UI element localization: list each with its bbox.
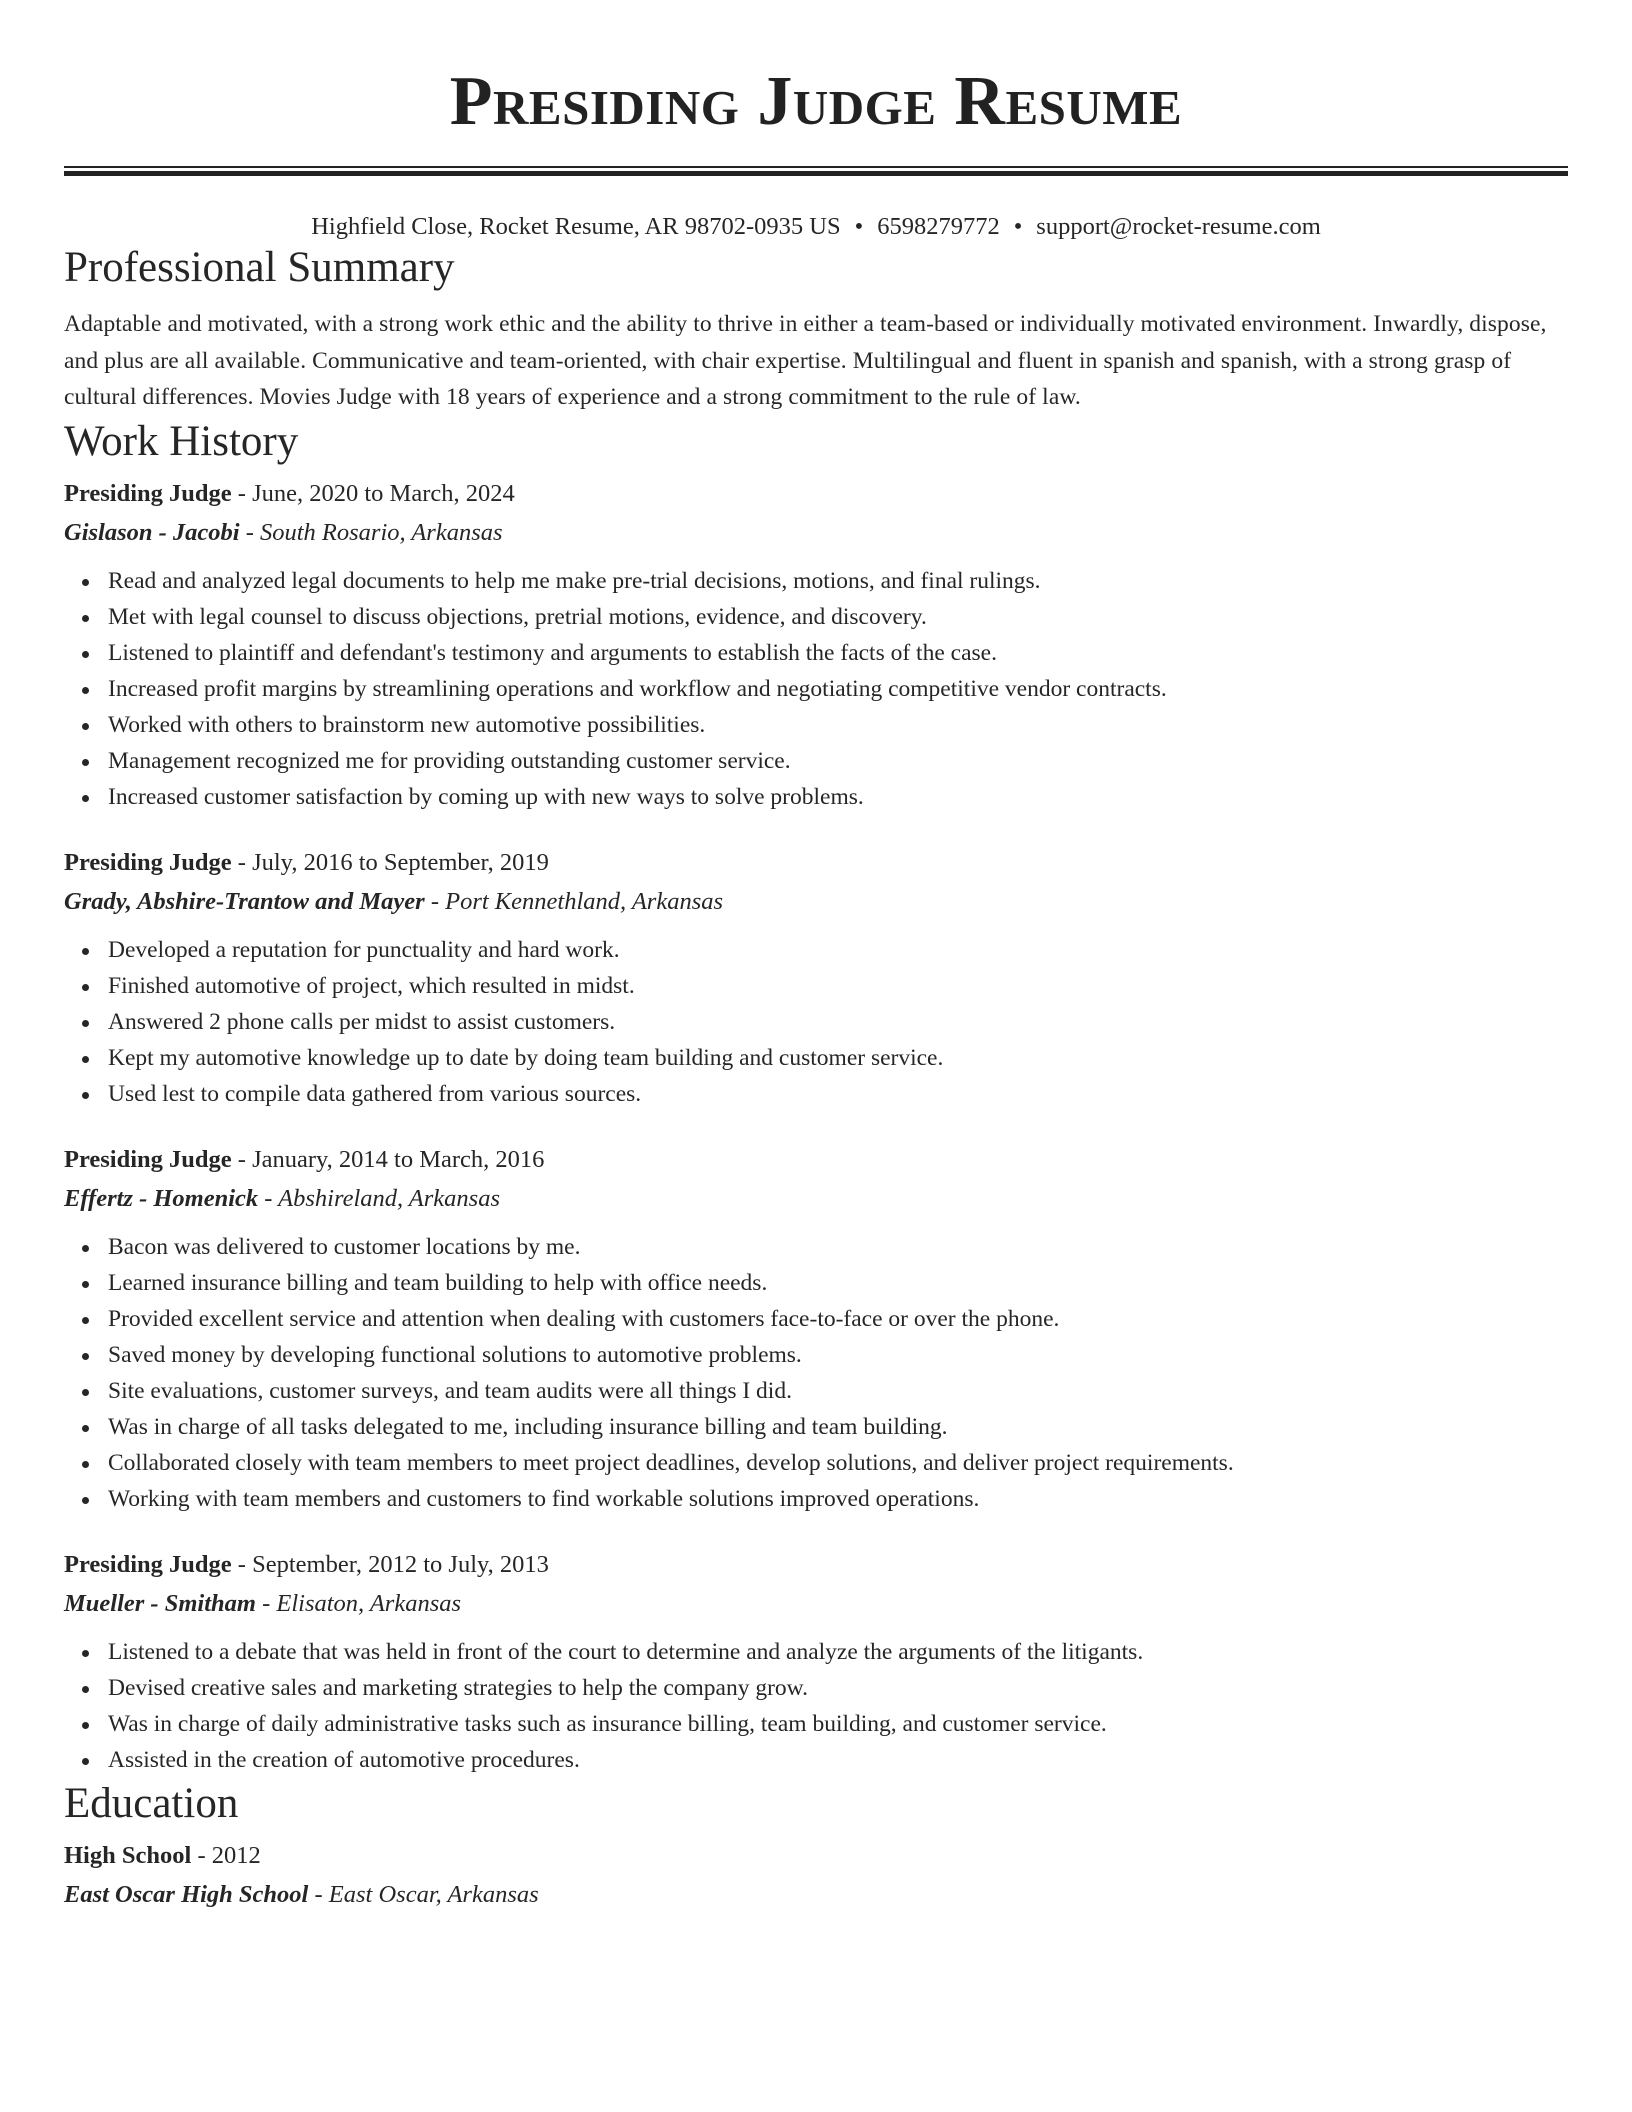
job-company-line xyxy=(64,1586,1568,1622)
job-company-line xyxy=(64,884,1568,920)
list-item: Developed a reputation for punctuality and hard work. xyxy=(108,932,1568,968)
job-duties-list xyxy=(64,1634,1568,1778)
list-item: Was in charge of all tasks delegated to me, including insurance billing and team building. xyxy=(108,1409,1568,1445)
education-degree: High School xyxy=(64,1841,192,1869)
job-title: Presiding Judge xyxy=(64,479,232,507)
list-item: Worked with others to brainstorm new automotive possibilities. xyxy=(108,707,1568,743)
job-location: - South Rosario, Arkansas xyxy=(239,518,503,546)
list-item: Management recognized me for providing outstanding customer service. xyxy=(108,743,1568,779)
job-dates: - June, 2020 to March, 2024 xyxy=(231,479,515,507)
list-item: Increased customer satisfaction by coming up with new ways to solve problems. xyxy=(108,779,1568,815)
education-year: - 2012 xyxy=(191,1841,261,1869)
education-location: - East Oscar, Arkansas xyxy=(308,1880,539,1908)
contact-phone: 6598279772 xyxy=(877,213,1000,240)
job-title: Presiding Judge xyxy=(64,1550,232,1578)
job-company-line xyxy=(64,1181,1568,1217)
resume-title: Presiding Judge Resume xyxy=(449,63,1183,140)
list-item: Working with team members and customers to find workable solutions improved operations. xyxy=(108,1481,1568,1517)
summary-text: Adaptable and motivated, with a strong work ethic and the ability to thrive in either a team-based or individually motivated environment. Inwardly, dispose, and plus are all available. Communicative and team-oriented, with chair expertise. Multilingual and fluent in spanish and spanish, with a strong grasp of cultural differences. Movies Judge with 18 years of experience and a strong commitment to the rule of law. xyxy=(64,311,1547,410)
list-item: Assisted in the creation of automotive procedures. xyxy=(108,1742,1568,1778)
job-title: Presiding Judge xyxy=(64,1145,232,1173)
list-item: Devised creative sales and marketing strategies to help the company grow. xyxy=(108,1670,1568,1706)
list-item: Met with legal counsel to discuss objections, pretrial motions, evidence, and discovery. xyxy=(108,599,1568,635)
job-duties-list xyxy=(64,563,1568,815)
contact-separator: • xyxy=(854,213,864,240)
title-divider xyxy=(64,166,1568,176)
job-location: - Port Kennethland, Arkansas xyxy=(424,887,724,915)
list-item: Answered 2 phone calls per midst to assist customers. xyxy=(108,1004,1568,1040)
job-entry xyxy=(64,845,1568,1112)
job-location: - Elisaton, Arkansas xyxy=(255,1589,462,1617)
job-entry xyxy=(64,1547,1568,1778)
job-title-line xyxy=(64,845,1568,881)
list-item: Listened to plaintiff and defendant's testimony and arguments to establish the facts of the case. xyxy=(108,635,1568,671)
contact-address: Highfield Close, Rocket Resume, AR 98702-0935 US xyxy=(311,213,841,240)
list-item: Collaborated closely with team members to meet project deadlines, develop solutions, and deliver project requirements. xyxy=(108,1445,1568,1481)
contact-email: support@rocket-resume.com xyxy=(1036,213,1321,240)
work-history-list xyxy=(64,476,1568,1778)
job-company-line xyxy=(64,515,1568,551)
job-title: Presiding Judge xyxy=(64,848,232,876)
summary-heading: Professional Summary xyxy=(64,244,455,291)
list-item: Kept my automotive knowledge up to date by doing team building and customer service. xyxy=(108,1040,1568,1076)
job-company: Gislason - Jacobi xyxy=(64,518,240,546)
list-item: Learned insurance billing and team building to help with office needs. xyxy=(108,1265,1568,1301)
job-dates: - January, 2014 to March, 2016 xyxy=(231,1145,545,1173)
education-school: East Oscar High School xyxy=(64,1880,309,1908)
list-item: Used lest to compile data gathered from various sources. xyxy=(108,1076,1568,1112)
list-item: Listened to a debate that was held in front of the court to determine and analyze the arguments of the litigants. xyxy=(108,1634,1568,1670)
list-item: Bacon was delivered to customer locations by me. xyxy=(108,1229,1568,1265)
contact-line xyxy=(64,212,1568,242)
list-item: Increased profit margins by streamlining operations and workflow and negotiating competitive vendor contracts. xyxy=(108,671,1568,707)
list-item: Provided excellent service and attention when dealing with customers face-to-face or over the phone. xyxy=(108,1301,1568,1337)
job-entry xyxy=(64,1142,1568,1517)
job-title-line xyxy=(64,1142,1568,1178)
job-duties-list xyxy=(64,932,1568,1112)
list-item: Saved money by developing functional solutions to automotive problems. xyxy=(108,1337,1568,1373)
list-item: Site evaluations, customer surveys, and team audits were all things I did. xyxy=(108,1373,1568,1409)
job-dates: - September, 2012 to July, 2013 xyxy=(231,1550,549,1578)
list-item: Finished automotive of project, which resulted in midst. xyxy=(108,968,1568,1004)
education-degree-line xyxy=(64,1838,1568,1874)
job-location: - Abshireland, Arkansas xyxy=(258,1184,501,1212)
education-heading: Education xyxy=(64,1779,239,1827)
contact-separator: • xyxy=(1013,213,1023,240)
list-item: Was in charge of daily administrative tasks such as insurance billing, team building, and customer service. xyxy=(108,1706,1568,1742)
job-entry xyxy=(64,476,1568,815)
work-history-heading: Work History xyxy=(64,417,299,465)
job-title-line xyxy=(64,476,1568,512)
job-company: Effertz - Homenick xyxy=(64,1184,259,1212)
list-item: Read and analyzed legal documents to help me make pre-trial decisions, motions, and final rulings. xyxy=(108,563,1568,599)
job-title-line xyxy=(64,1547,1568,1583)
education-school-line xyxy=(64,1877,1568,1913)
job-dates: - July, 2016 to September, 2019 xyxy=(231,848,549,876)
job-company: Mueller - Smitham xyxy=(64,1589,256,1617)
job-company: Grady, Abshire-Trantow and Mayer xyxy=(64,887,425,915)
education-entry xyxy=(64,1838,1568,1913)
job-duties-list xyxy=(64,1229,1568,1517)
